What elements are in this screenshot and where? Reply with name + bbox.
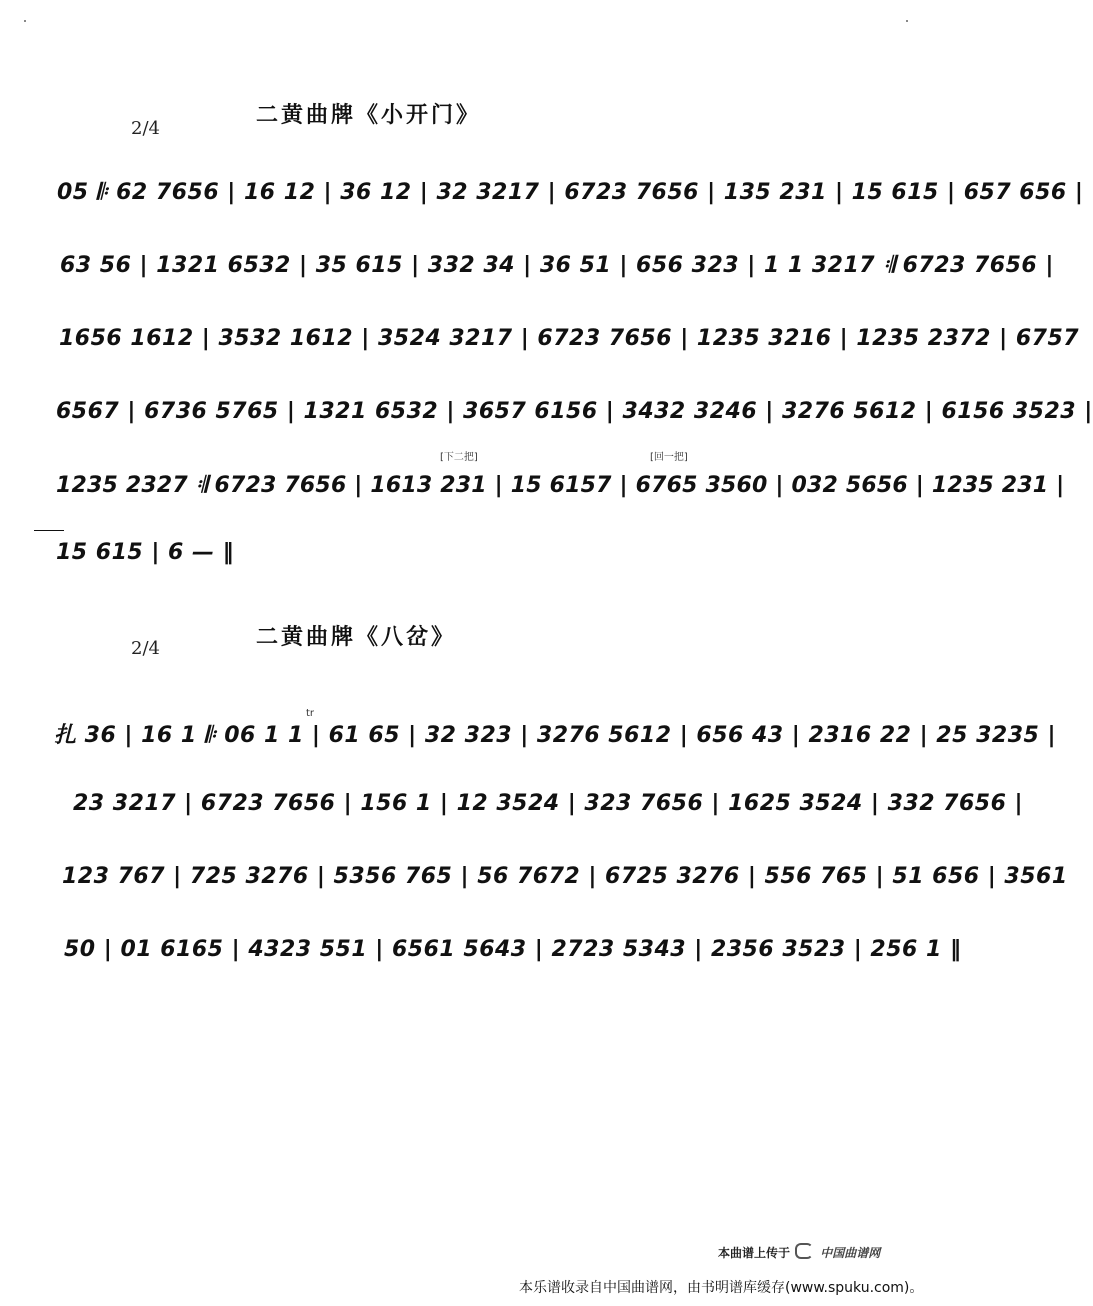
- piece1-line-5: 1235 2327 𝄇 6723 7656 | 1613 231 | 15 6157 | 6765 3560 | 032 5656 | 1235 231 |: [56, 473, 1065, 498]
- site-logo-icon: [795, 1243, 813, 1259]
- piece1-line-3: 1656 1612 | 3532 1612 | 3524 3217 | 6723 7656 | 1235 3216 | 1235 2372 | 6757: [59, 326, 1080, 351]
- piece1-meter: 2/4: [131, 118, 160, 139]
- footer-upload-label: 本曲谱上传于: [718, 1246, 791, 1260]
- footer-upload-note: [718, 1242, 880, 1261]
- piece2-line-1: 扎 36 | 16 1 𝄆 06 1 1 | 61 65 | 32 323 | 3276 5612 | 656 43 | 2316 22 | 25 3235 |: [54, 723, 1056, 748]
- footer-brand: 中国曲谱网: [820, 1246, 881, 1260]
- piece2-title: 二黄曲牌《八岔》: [256, 625, 457, 650]
- marking-hui-yi-ba: [回一把]: [650, 452, 688, 463]
- piece1-title: 二黄曲牌《小开门》: [256, 103, 482, 128]
- tie-line: [34, 530, 64, 531]
- piece1-line-1: 05 𝄆 62 7656 | 16 12 | 36 12 | 32 3217 | 6723 7656 | 135 231 | 15 615 | 657 656 |: [57, 180, 1084, 205]
- piece1-line-2: 63 56 | 1321 6532 | 35 615 | 332 34 | 36 51 | 656 323 | 1 1 3217 𝄇 6723 7656 |: [60, 253, 1054, 278]
- marking-xia-er-ba: [下二把]: [440, 452, 478, 463]
- piece1-line-4: 6567 | 6736 5765 | 1321 6532 | 3657 6156 | 3432 3246 | 3276 5612 | 6156 3523 |: [56, 399, 1093, 424]
- piece2-line-3: 123 767 | 725 3276 | 5356 765 | 56 7672 | 6725 3276 | 556 765 | 51 656 | 3561: [62, 864, 1068, 889]
- piece2-line-2: 23 3217 | 6723 7656 | 156 1 | 12 3524 | 323 7656 | 1625 3524 | 332 7656 |: [73, 791, 1024, 816]
- footer-source-note: 本乐谱收录自中国曲谱网，由书明谱库缓存(www.spuku.com)。: [519, 1280, 924, 1296]
- corner-mark-left: [24, 20, 26, 22]
- piece2-line-4: 50 | 01 6165 | 4323 551 | 6561 5643 | 2723 5343 | 2356 3523 | 256 1 ‖: [64, 937, 962, 962]
- corner-mark-right: [906, 20, 908, 22]
- marking-trill: tr: [306, 708, 315, 719]
- piece1-line-6: 15 615 | 6 — ‖: [56, 540, 235, 565]
- piece2-meter: 2/4: [131, 638, 160, 659]
